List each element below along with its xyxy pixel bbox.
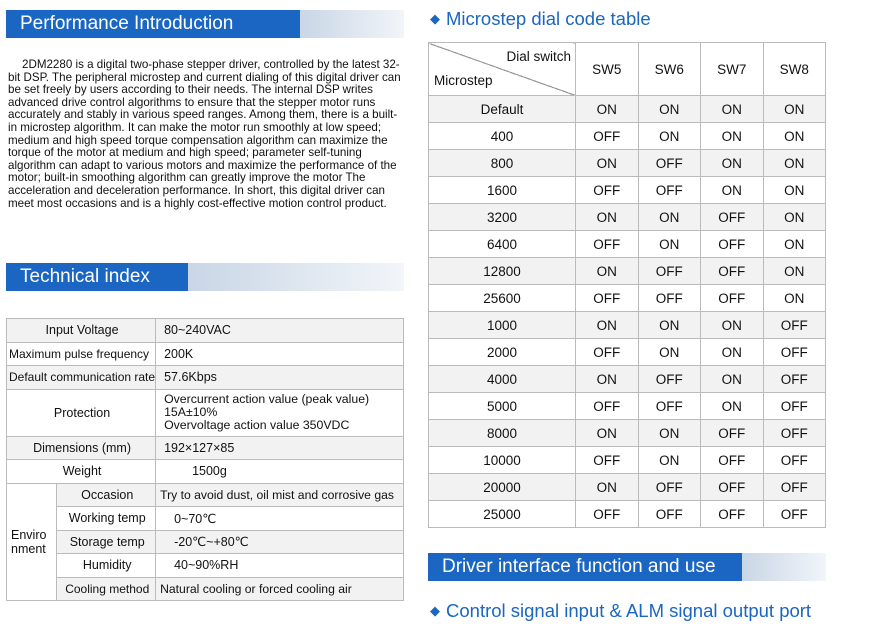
- microstep-value: 400: [429, 123, 576, 150]
- switch-state: ON: [638, 339, 701, 366]
- spec-value: Natural cooling or forced cooling air: [156, 577, 404, 601]
- table-row: [7, 436, 404, 460]
- table-row: [7, 366, 404, 390]
- spec-value: 1500g: [156, 460, 404, 484]
- switch-state: ON: [701, 393, 764, 420]
- microstep-section-title: Microstep dial code table: [446, 8, 651, 29]
- microstep-value: 3200: [429, 204, 576, 231]
- switch-state: OFF: [701, 447, 764, 474]
- table-row: [7, 389, 404, 436]
- spec-label: Occasion: [57, 483, 156, 507]
- microstep-value: 8000: [429, 420, 576, 447]
- microstep-value: 2000: [429, 339, 576, 366]
- spec-value: 192×127×85: [156, 436, 404, 460]
- table-row: [7, 554, 404, 578]
- microstep-section-heading: [430, 8, 651, 30]
- switch-state: ON: [701, 366, 764, 393]
- protection-line: Overcurrent action value (peak value): [164, 392, 370, 406]
- diagonal-header-cell: [429, 43, 576, 96]
- table-row: [429, 420, 826, 447]
- microstep-value: 1000: [429, 312, 576, 339]
- switch-state: OFF: [701, 231, 764, 258]
- technical-index-table: [6, 318, 404, 601]
- microstep-value: 1600: [429, 177, 576, 204]
- table-row: [429, 501, 826, 528]
- protection-line: Overvoltage action value 350VDC: [164, 418, 350, 432]
- performance-description: [8, 59, 404, 210]
- microstep-value: 5000: [429, 393, 576, 420]
- driver-interface-title: Driver interface function and use: [428, 553, 742, 581]
- table-row: [429, 339, 826, 366]
- table-row: [429, 447, 826, 474]
- spec-value: Try to avoid dust, oil mist and corrosive gas: [156, 483, 404, 507]
- microstep-value: 25600: [429, 285, 576, 312]
- switch-state: ON: [763, 150, 826, 177]
- switch-state: ON: [763, 204, 826, 231]
- performance-description-text: 2DM2280 is a digital two-phase stepper driver, controlled by the latest 32-bit DSP. The peripheral microstep and current dialing of this digital driver can be set freely by users according to their needs. The internal DSP writes advanced drive control algorithms to ensure that the stepper motor runs accurately and stably in various speed ranges. Among them, there is a built-in microstep algorithm. It can make the motor run smoothly at low speed; medium and high speed torque compensation algorithm can maximize the torque of the motor at medium and high speed; parameter self-tuning algorithm can adapt to various motors and maximize the performance of the motor; built-in smoothing algorithm can greatly improve the motor The acceleration and deceleration performance. In short, this digital driver can meet most occasions and is a highly cost-effective motion control product.: [8, 58, 401, 210]
- microstep-value: 25000: [429, 501, 576, 528]
- switch-state: OFF: [701, 474, 764, 501]
- spec-value: 57.6Kbps: [156, 366, 404, 390]
- table-row: [429, 312, 826, 339]
- switch-state: ON: [576, 420, 639, 447]
- spec-value: [156, 389, 404, 436]
- table-row: [429, 474, 826, 501]
- technical-index-title: Technical index: [6, 263, 188, 291]
- table-row: [429, 177, 826, 204]
- table-row: [429, 96, 826, 123]
- switch-state: ON: [763, 231, 826, 258]
- switch-state: OFF: [576, 285, 639, 312]
- table-header-row: [429, 43, 826, 96]
- spec-value: 200K: [156, 342, 404, 366]
- spec-value: 80~240VAC: [156, 319, 404, 343]
- switch-state: ON: [576, 150, 639, 177]
- technical-index-header: [6, 263, 404, 291]
- microstep-value: 6400: [429, 231, 576, 258]
- switch-state: OFF: [638, 177, 701, 204]
- diamond-bullet-icon: ◆: [430, 603, 440, 618]
- switch-state: OFF: [576, 231, 639, 258]
- switch-state: ON: [701, 96, 764, 123]
- switch-state: ON: [576, 96, 639, 123]
- table-row: [429, 123, 826, 150]
- switch-state: ON: [763, 123, 826, 150]
- column-header: SW6: [638, 43, 701, 96]
- switch-state: ON: [638, 123, 701, 150]
- diamond-bullet-icon: ◆: [430, 11, 440, 26]
- spec-label: Humidity: [57, 554, 156, 578]
- switch-state: OFF: [701, 285, 764, 312]
- switch-state: ON: [638, 96, 701, 123]
- switch-state: OFF: [576, 501, 639, 528]
- control-signal-heading: [430, 600, 811, 622]
- table-row: [7, 342, 404, 366]
- table-row: [429, 258, 826, 285]
- switch-state: ON: [638, 420, 701, 447]
- table-row: [7, 483, 404, 507]
- microstep-value: 4000: [429, 366, 576, 393]
- switch-state: OFF: [701, 204, 764, 231]
- table-row: [7, 319, 404, 343]
- switch-state: OFF: [638, 474, 701, 501]
- switch-state: OFF: [638, 150, 701, 177]
- spec-label: Working temp: [57, 507, 156, 531]
- switch-state: OFF: [638, 285, 701, 312]
- switch-state: ON: [638, 231, 701, 258]
- switch-state: OFF: [638, 258, 701, 285]
- performance-introduction-title: Performance Introduction: [6, 10, 300, 38]
- table-row: [429, 285, 826, 312]
- switch-state: ON: [763, 258, 826, 285]
- spec-label: Protection: [7, 389, 156, 436]
- switch-state: ON: [576, 204, 639, 231]
- switch-state: OFF: [763, 393, 826, 420]
- column-header: SW8: [763, 43, 826, 96]
- spec-label: Input Voltage: [7, 319, 156, 343]
- switch-state: OFF: [763, 312, 826, 339]
- microstep-value: 800: [429, 150, 576, 177]
- switch-state: OFF: [763, 474, 826, 501]
- switch-state: ON: [763, 285, 826, 312]
- switch-state: ON: [701, 312, 764, 339]
- dial-switch-label: Dial switch: [506, 49, 571, 64]
- spec-label: Weight: [7, 460, 156, 484]
- switch-state: OFF: [763, 366, 826, 393]
- performance-introduction-header: [6, 10, 404, 38]
- spec-label: Maximum pulse frequency: [7, 342, 156, 366]
- microstep-value: 12800: [429, 258, 576, 285]
- table-row: [7, 530, 404, 554]
- spec-label: Storage temp: [57, 530, 156, 554]
- spec-value: 0~70℃: [156, 507, 404, 531]
- spec-label: Cooling method: [57, 577, 156, 601]
- table-row: [429, 204, 826, 231]
- column-header: SW5: [576, 43, 639, 96]
- spec-label: Default communication rate: [7, 366, 156, 390]
- microstep-label: Microstep: [434, 73, 493, 88]
- environment-label: Enviro nment: [7, 483, 57, 601]
- switch-state: OFF: [763, 420, 826, 447]
- switch-state: OFF: [576, 123, 639, 150]
- switch-state: ON: [638, 204, 701, 231]
- table-row: [429, 150, 826, 177]
- table-row: [7, 460, 404, 484]
- switch-state: ON: [701, 150, 764, 177]
- switch-state: OFF: [576, 339, 639, 366]
- switch-state: OFF: [763, 447, 826, 474]
- table-row: [7, 577, 404, 601]
- microstep-value: 20000: [429, 474, 576, 501]
- switch-state: ON: [763, 96, 826, 123]
- table-row: [429, 366, 826, 393]
- switch-state: OFF: [638, 366, 701, 393]
- switch-state: OFF: [576, 393, 639, 420]
- spec-value: 40~90%RH: [156, 554, 404, 578]
- table-row: [429, 393, 826, 420]
- switch-state: ON: [576, 312, 639, 339]
- switch-state: OFF: [701, 501, 764, 528]
- switch-state: OFF: [763, 501, 826, 528]
- microstep-value: Default: [429, 96, 576, 123]
- switch-state: OFF: [763, 339, 826, 366]
- control-signal-title: Control signal input & ALM signal output port: [446, 600, 812, 621]
- spec-value: -20℃~+80℃: [156, 530, 404, 554]
- switch-state: OFF: [576, 447, 639, 474]
- column-header: SW7: [701, 43, 764, 96]
- switch-state: ON: [638, 312, 701, 339]
- switch-state: ON: [576, 366, 639, 393]
- switch-state: ON: [638, 447, 701, 474]
- switch-state: ON: [576, 474, 639, 501]
- switch-state: ON: [763, 177, 826, 204]
- switch-state: OFF: [701, 420, 764, 447]
- switch-state: ON: [701, 339, 764, 366]
- switch-state: OFF: [638, 393, 701, 420]
- switch-state: OFF: [638, 501, 701, 528]
- table-row: [429, 231, 826, 258]
- spec-label: Dimensions (mm): [7, 436, 156, 460]
- protection-line: 15A±10%: [164, 405, 218, 419]
- switch-state: ON: [576, 258, 639, 285]
- switch-state: OFF: [576, 177, 639, 204]
- switch-state: ON: [701, 177, 764, 204]
- switch-state: OFF: [701, 258, 764, 285]
- microstep-table: [428, 42, 826, 528]
- switch-state: ON: [701, 123, 764, 150]
- driver-interface-header: [428, 553, 826, 581]
- microstep-value: 10000: [429, 447, 576, 474]
- table-row: [7, 507, 404, 531]
